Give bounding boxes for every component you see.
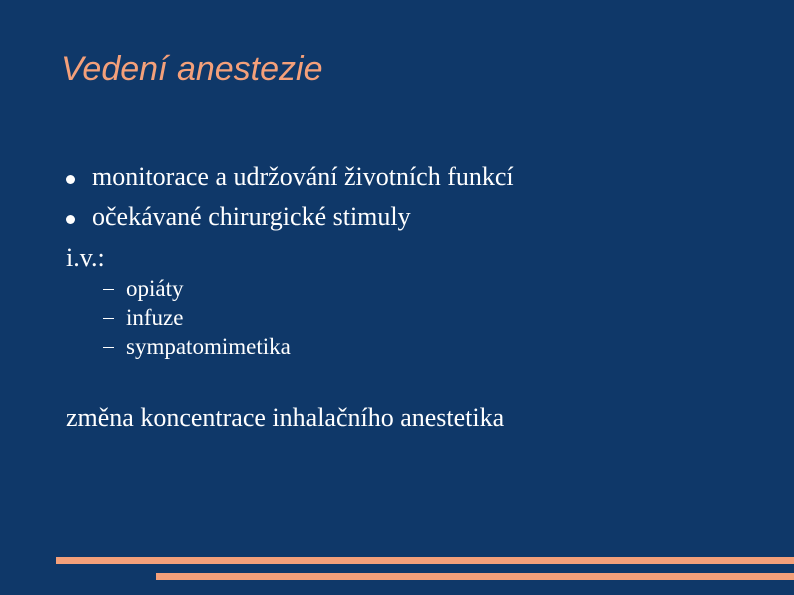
iv-label: i.v.: [66,243,105,272]
bullet-text: monitorace a udržování životních funkcí [92,162,514,191]
sub-item-text: opiáty [126,276,184,301]
sub-item-text: sympatomimetika [126,334,291,359]
decorative-bar-upper [56,557,794,564]
sub-item-text: infuze [126,305,184,330]
bullet-text: očekávané chirurgické stimuly [92,202,411,231]
slide-title: Vedení anestezie [61,50,323,88]
decorative-bar-lower [156,573,794,580]
footer-line: změna koncentrace inhalačního anestetika [66,403,505,432]
bullet-dot-icon [66,215,75,224]
bullet-dot-icon [66,175,75,184]
dash-icon [103,318,114,319]
dash-icon [103,347,114,348]
dash-icon [103,289,114,290]
